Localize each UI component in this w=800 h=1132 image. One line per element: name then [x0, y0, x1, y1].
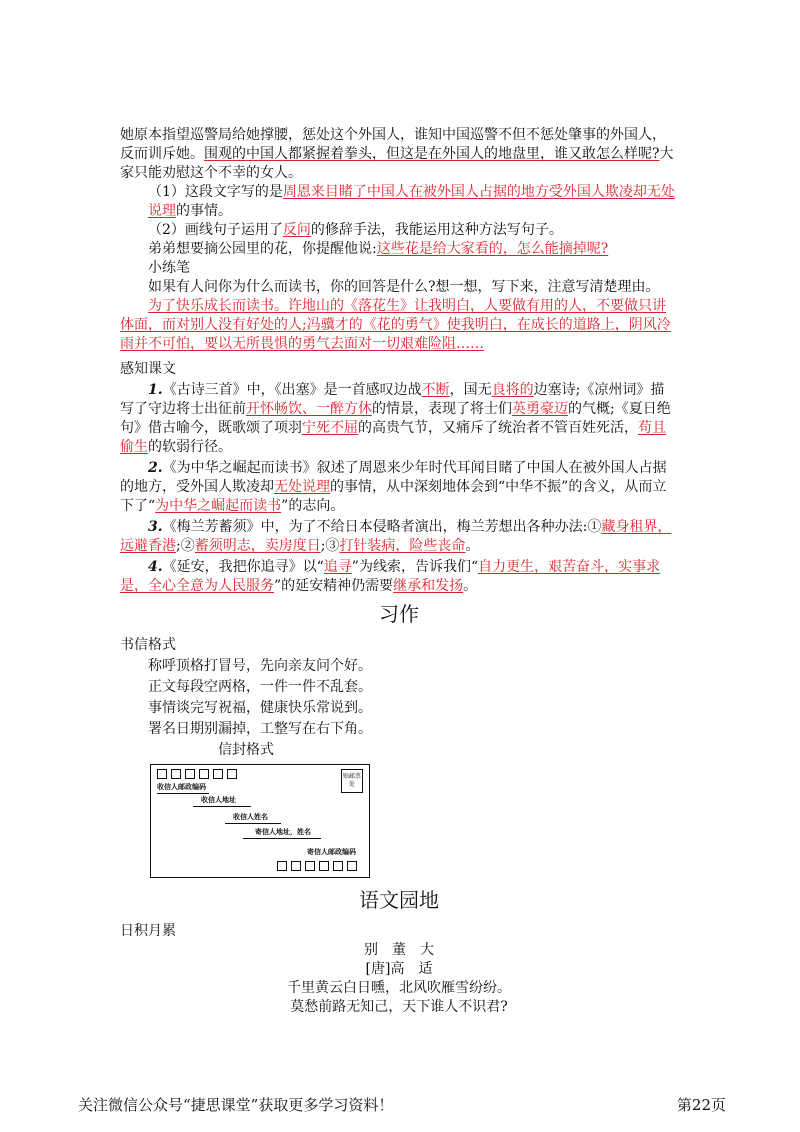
letter-verse: 正文每段空两格，一件一件不乱套。 — [148, 679, 372, 695]
envelope-recv-name-label: 收信人姓名 — [233, 813, 268, 821]
letter-verse: 称呼顶格打冒号，先向亲友问个好。 — [148, 658, 372, 674]
page-number: 第22页 — [676, 1096, 726, 1114]
item-answer: 开怀畅饮、一醉方休 — [246, 401, 372, 417]
item-answer: 为中华之崛起而读书 — [155, 498, 282, 514]
passage-text: 她原本指望巡警局给她撑腰，惩处这个外国人，谁知中国巡警不但不惩处肇事的外国人，反而训斥她。 — [120, 127, 666, 162]
daily-accumulation-label: 日积月累 — [120, 923, 176, 939]
postcode-box — [157, 769, 167, 779]
item-text: ”为线索，告诉我们“ — [351, 559, 479, 575]
item-answer: 蓄须明志，卖房度日 — [194, 538, 321, 554]
item-answer: 英勇豪迈 — [512, 401, 568, 417]
envelope-line — [157, 793, 209, 794]
footer-promo-text: 关注微信公众号“捷思课堂”获取更多学习资料！ — [78, 1096, 394, 1114]
envelope-line — [193, 806, 251, 807]
item-text: 的气概;《夏日绝句》借古喻今，既歌颂了项羽 — [120, 401, 671, 436]
stamp-area: 贴邮票处 — [341, 769, 363, 793]
perceive-title: 感知课文 — [120, 361, 176, 377]
item-answer: 追寻 — [323, 559, 352, 575]
letter-verse: 事情谈完写祝福，健康快乐常说到。 — [148, 700, 372, 716]
item-text: 的事情，从中深刻地体会到“中华不振”的含义，从而立下了“ — [120, 479, 667, 514]
item-answer: 不断 — [421, 382, 450, 398]
practice-title: 小练笔 — [148, 260, 190, 276]
item-number: 2. — [148, 460, 163, 476]
envelope-caption: 信封格式 — [218, 742, 274, 758]
postcode-box — [213, 769, 223, 779]
passage-tail: 大家只能劝慰这个不幸的女人。 — [120, 146, 674, 181]
item-text: ”的延安精神仍需要 — [274, 578, 394, 594]
passage-paragraph — [120, 126, 678, 183]
question-1-prefix: （1）这段文字写的是 — [148, 184, 283, 200]
question-3 — [120, 240, 678, 259]
question-3-answer: 这些花是给大家看的，怎么能摘掉呢? — [376, 241, 609, 257]
item-answer: 打针装病，险些丧命 — [339, 538, 466, 554]
item-text: ，国无 — [449, 382, 492, 398]
postcode-box — [291, 861, 301, 871]
question-1 — [120, 183, 678, 221]
postcode-box — [199, 769, 209, 779]
poem-line: 莫愁前路无知己，天下谁人不识君? — [290, 999, 508, 1015]
letter-format-label: 书信格式 — [120, 637, 176, 653]
postcode-box — [333, 861, 343, 871]
item-text: 《延安，我把你追寻》以“ — [162, 559, 324, 575]
item-text: 的情景，表现了将士们 — [372, 401, 512, 417]
postcode-box — [185, 769, 195, 779]
poem-author: [唐]高 适 — [365, 961, 433, 977]
item-text: ;② — [176, 538, 195, 554]
letter-verse: 署名日期别漏掉，工整写在右下角。 — [148, 721, 372, 737]
practice-prompt: 如果有人问你为什么而读书，你的回答是什么?想一想，写下来，注意写清楚理由。 — [148, 279, 660, 295]
item-text: ”的志向。 — [281, 498, 345, 514]
practice-answer: 为了快乐成长而读书。许地山的《落花生》让我明白，人要做有用的人，不要做只讲体面，而对别人没有好处的人;冯骥才的《花的勇气》使我明白，在成长的道路上，阴风冷雨并不可怕，要以无所畏惧的勇气去面对一切艰难险阻…… — [120, 298, 671, 352]
writing-section-title: 习作 — [379, 602, 419, 626]
item-number: 1. — [148, 382, 163, 398]
question-2-answer: 反问 — [282, 222, 311, 238]
item-text: 的高贵气节，又痛斥了统治者不管百姓死活， — [358, 420, 638, 436]
poem-line: 千里黄云白日曛，北风吹雁雪纷纷。 — [287, 980, 511, 996]
postcode-box — [171, 769, 181, 779]
question-2-prefix: （2）画线句子运用了 — [148, 222, 283, 238]
postcode-box — [347, 861, 357, 871]
poem-title: 别 董 大 — [364, 942, 434, 958]
item-number: 3. — [148, 519, 163, 535]
item-answer: 藏身租界，远避香港 — [120, 519, 672, 554]
envelope-line — [225, 823, 281, 824]
item-text: 《古诗三首》中，《出塞》是一首感叹边战 — [162, 382, 422, 398]
perceive-item-2 — [120, 459, 678, 516]
garden-section-title: 语文园地 — [359, 888, 439, 912]
question-1-answer: 周恩来目睹了中国人在被外国人占据的地方受外国人欺凌却无处说理 — [148, 184, 675, 219]
item-answer: 自力更生，艰苦奋斗，实事求是，全心全意为人民服务 — [120, 559, 661, 594]
perceive-item-3 — [120, 518, 678, 556]
envelope-sender-address-label: 寄信人地址，姓名 — [255, 828, 311, 836]
envelope-line — [243, 838, 321, 839]
item-answer: 继承和发扬 — [393, 578, 464, 594]
postcode-box — [305, 861, 315, 871]
perceive-item-4 — [120, 558, 678, 596]
envelope-recv-address-label: 收信人地址 — [201, 796, 236, 804]
item-text: 。 — [463, 578, 478, 594]
item-text: 边塞诗;《凉州词》描写了守边将士出征前 — [120, 382, 665, 417]
item-answer: 无处说理 — [274, 479, 330, 495]
question-1-suffix: 的事情。 — [176, 203, 232, 219]
item-text: 《梅兰芳蓄须》中，为了不给日本侵略者演出，梅兰芳想出各种办法:① — [162, 519, 602, 535]
item-number: 4. — [148, 559, 163, 575]
page-footer — [78, 1095, 726, 1115]
item-answer: 宁死不屈 — [302, 420, 358, 436]
postcode-box — [227, 769, 237, 779]
question-3-prefix: 弟弟想要摘公园里的花，你提醒他说: — [148, 241, 377, 257]
item-answer: 良将的 — [491, 382, 534, 398]
item-text: 。 — [465, 538, 480, 554]
envelope-diagram — [150, 764, 370, 878]
document-page — [120, 126, 678, 1017]
envelope-recv-postcode-label: 收信人邮政编码 — [157, 783, 206, 791]
postcode-box — [277, 861, 287, 871]
item-text: 的软弱行径。 — [148, 439, 232, 455]
item-text: 《为中华之崛起而读书》叙述了周恩来少年时代耳闻目睹了中国人在被外国人占据的地方，受外国人欺凌却 — [120, 460, 667, 495]
question-2 — [120, 221, 678, 240]
passage-underlined-sentence: 围观的中国人都紧握着拳头，但这是在外国人的地盘里，谁又敢怎么样呢? — [204, 146, 660, 162]
item-answer: 苟且偷生 — [120, 420, 666, 455]
envelope-sender-postcode-label: 寄信人邮政编码 — [307, 848, 356, 856]
postcode-box — [319, 861, 329, 871]
question-2-suffix: 的修辞手法，我能运用这种方法写句子。 — [310, 222, 563, 238]
item-text: ;③ — [320, 538, 340, 554]
perceive-item-1 — [120, 381, 678, 457]
